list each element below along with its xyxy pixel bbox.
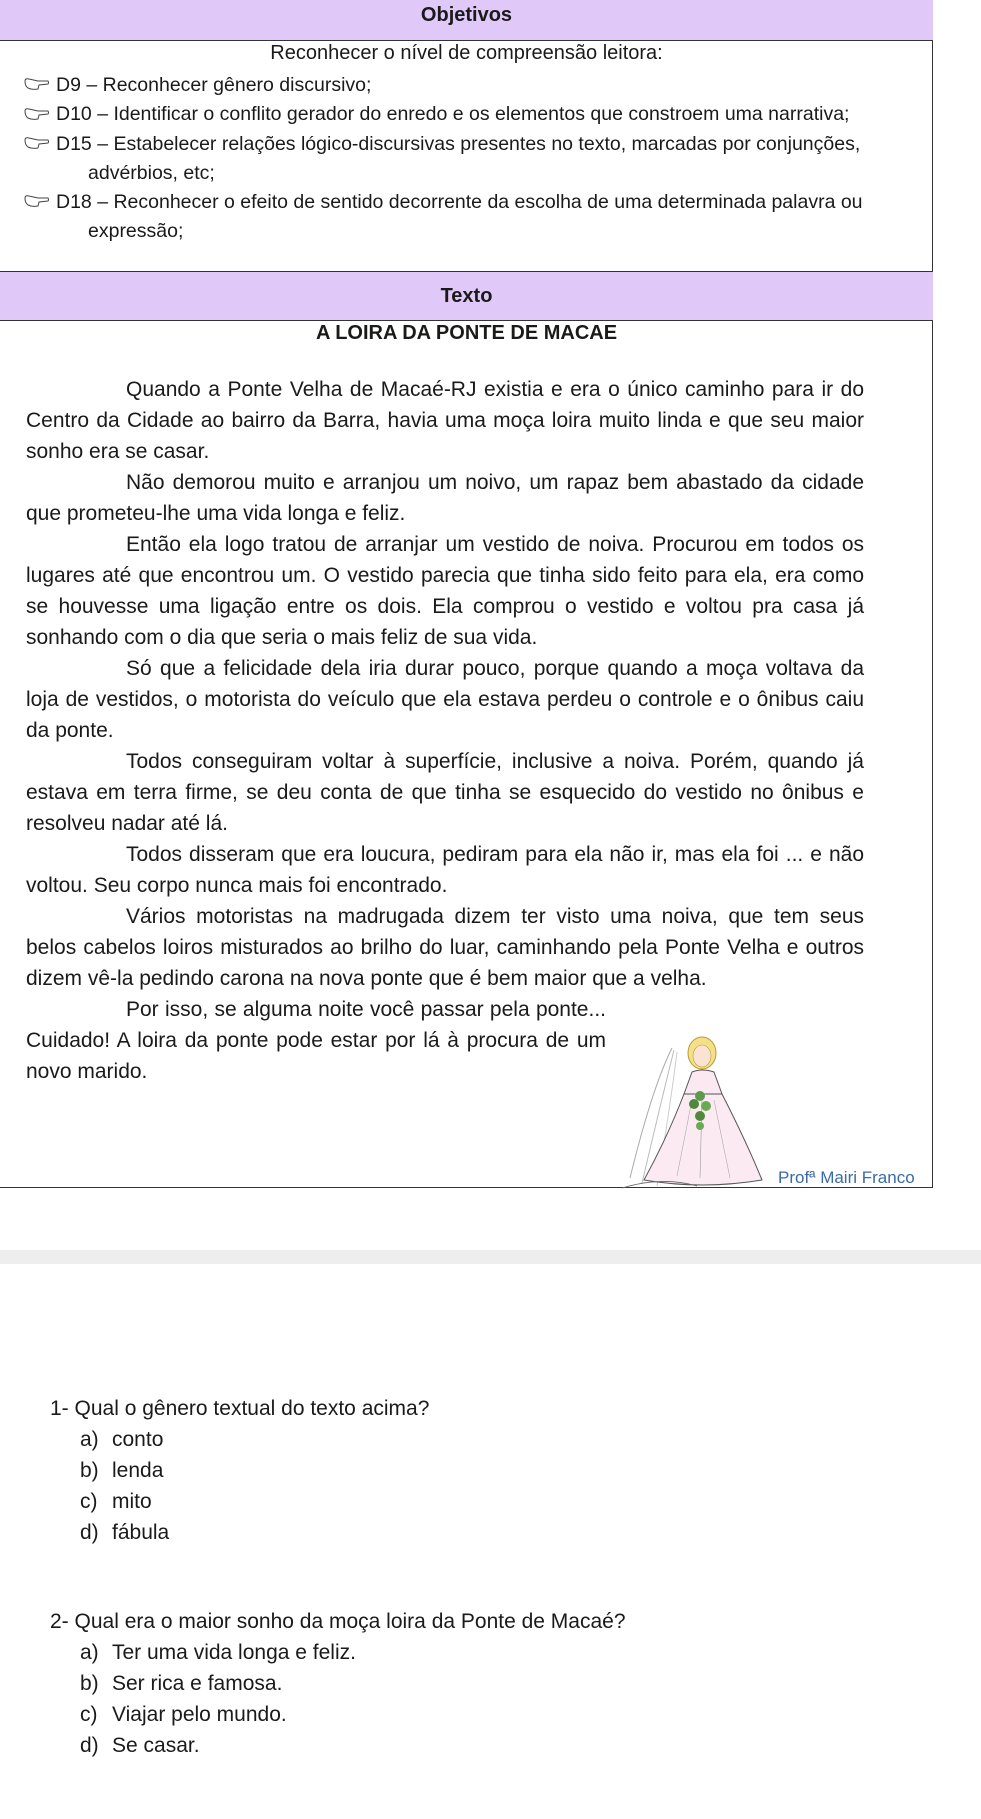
objectives-header: Objetivos	[0, 0, 933, 41]
hand-pointer-icon	[24, 101, 56, 130]
text-header: Texto	[0, 271, 933, 321]
story-paragraph: Vários motoristas na madrugada dizem ter visto uma noiva, que tem seus belos cabelos loiros misturados ao brilho do luar, caminhando pela Ponte Velha e outros dizem vê-la pedindo carona na nova ponte que é bem maior que a velha.	[26, 905, 864, 990]
option-c[interactable]: c) mito	[80, 1490, 152, 1513]
page-separator	[0, 1250, 981, 1264]
objective-item: D15 – Estabelecer relações lógico-discursivas presentes no texto, marcadas por conjunções, advérbios, etc;	[24, 130, 914, 188]
bride-illustration	[622, 1028, 772, 1190]
option-d[interactable]: d) fábula	[80, 1521, 170, 1544]
question-1	[50, 1393, 930, 1548]
question-text: 1- Qual o gênero textual do texto acima?	[50, 1397, 430, 1420]
story-body	[26, 374, 864, 1087]
options-list	[50, 1637, 930, 1761]
story-paragraph: Só que a felicidade dela iria durar pouco, porque quando a moça voltava da loja de vestidos, o motorista do veículo que ela estava perdeu o controle e o ônibus caiu da ponte.	[26, 657, 864, 742]
story-paragraph: Então ela logo tratou de arranjar um vestido de noiva. Procurou em todos os lugares até que encontrou um. O vestido parecia que tinha sido feito para ela, era como se houvesse uma ligação entre os dois. Ela comprou o vestido e voltou pra casa já sonhando com o dia que seria o mais feliz de sua vida.	[26, 533, 864, 649]
author-credit: Profª Mairi Franco	[778, 1168, 915, 1187]
story-paragraph: Todos disseram que era loucura, pediram para ela não ir, mas ela foi ... e não voltou. Seu corpo nunca mais foi encontrado.	[26, 843, 864, 897]
hand-pointer-icon	[24, 130, 56, 159]
story-title: A LOIRA DA PONTE DE MACAE	[315, 322, 618, 344]
question-text: 2- Qual era o maior sonho da moça loira da Ponte de Macaé?	[50, 1610, 626, 1633]
option-b[interactable]: b) lenda	[80, 1459, 164, 1482]
questions-section	[50, 1393, 930, 1819]
question-2	[50, 1606, 930, 1761]
option-a[interactable]: a) Ter uma vida longa e feliz.	[80, 1641, 356, 1664]
option-a[interactable]: a) conto	[80, 1428, 164, 1451]
objective-item: D18 – Reconhecer o efeito de sentido decorrente da escolha de uma determinada palavra ou expressão;	[24, 188, 914, 246]
hand-pointer-icon	[24, 188, 56, 217]
hand-pointer-icon	[24, 71, 56, 100]
objectives-intro: Reconhecer o nível de compreensão leitora:	[270, 42, 663, 64]
objectives-list	[24, 71, 914, 246]
story-paragraph: Não demorou muito e arranjou um noivo, um rapaz bem abastado da cidade que prometeu-lhe uma vida longa e feliz.	[26, 471, 864, 525]
objective-item: D10 – Identificar o conflito gerador do enredo e os elementos que constroem uma narrativa;	[24, 100, 914, 129]
option-b[interactable]: b) Ser rica e famosa.	[80, 1672, 283, 1695]
story-paragraph: Por isso, se alguma noite você passar pela ponte... Cuidado! A loira da ponte pode estar por lá à procura de um novo marido.	[26, 998, 606, 1083]
option-d[interactable]: d) Se casar.	[80, 1734, 200, 1757]
story-paragraph: Todos conseguiram voltar à superfície, inclusive a noiva. Porém, quando já estava em terra firme, se deu conta de que tinha se esquecido do vestido no ônibus e resolveu nadar até lá.	[26, 750, 864, 835]
options-list	[50, 1424, 930, 1548]
story-paragraph: Quando a Ponte Velha de Macaé-RJ existia e era o único caminho para ir do Centro da Cidade ao bairro da Barra, havia uma moça loira muito linda e que seu maior sonho era se casar.	[26, 378, 864, 463]
objective-item: D9 – Reconhecer gênero discursivo;	[24, 71, 914, 100]
option-c[interactable]: c) Viajar pelo mundo.	[80, 1703, 287, 1726]
